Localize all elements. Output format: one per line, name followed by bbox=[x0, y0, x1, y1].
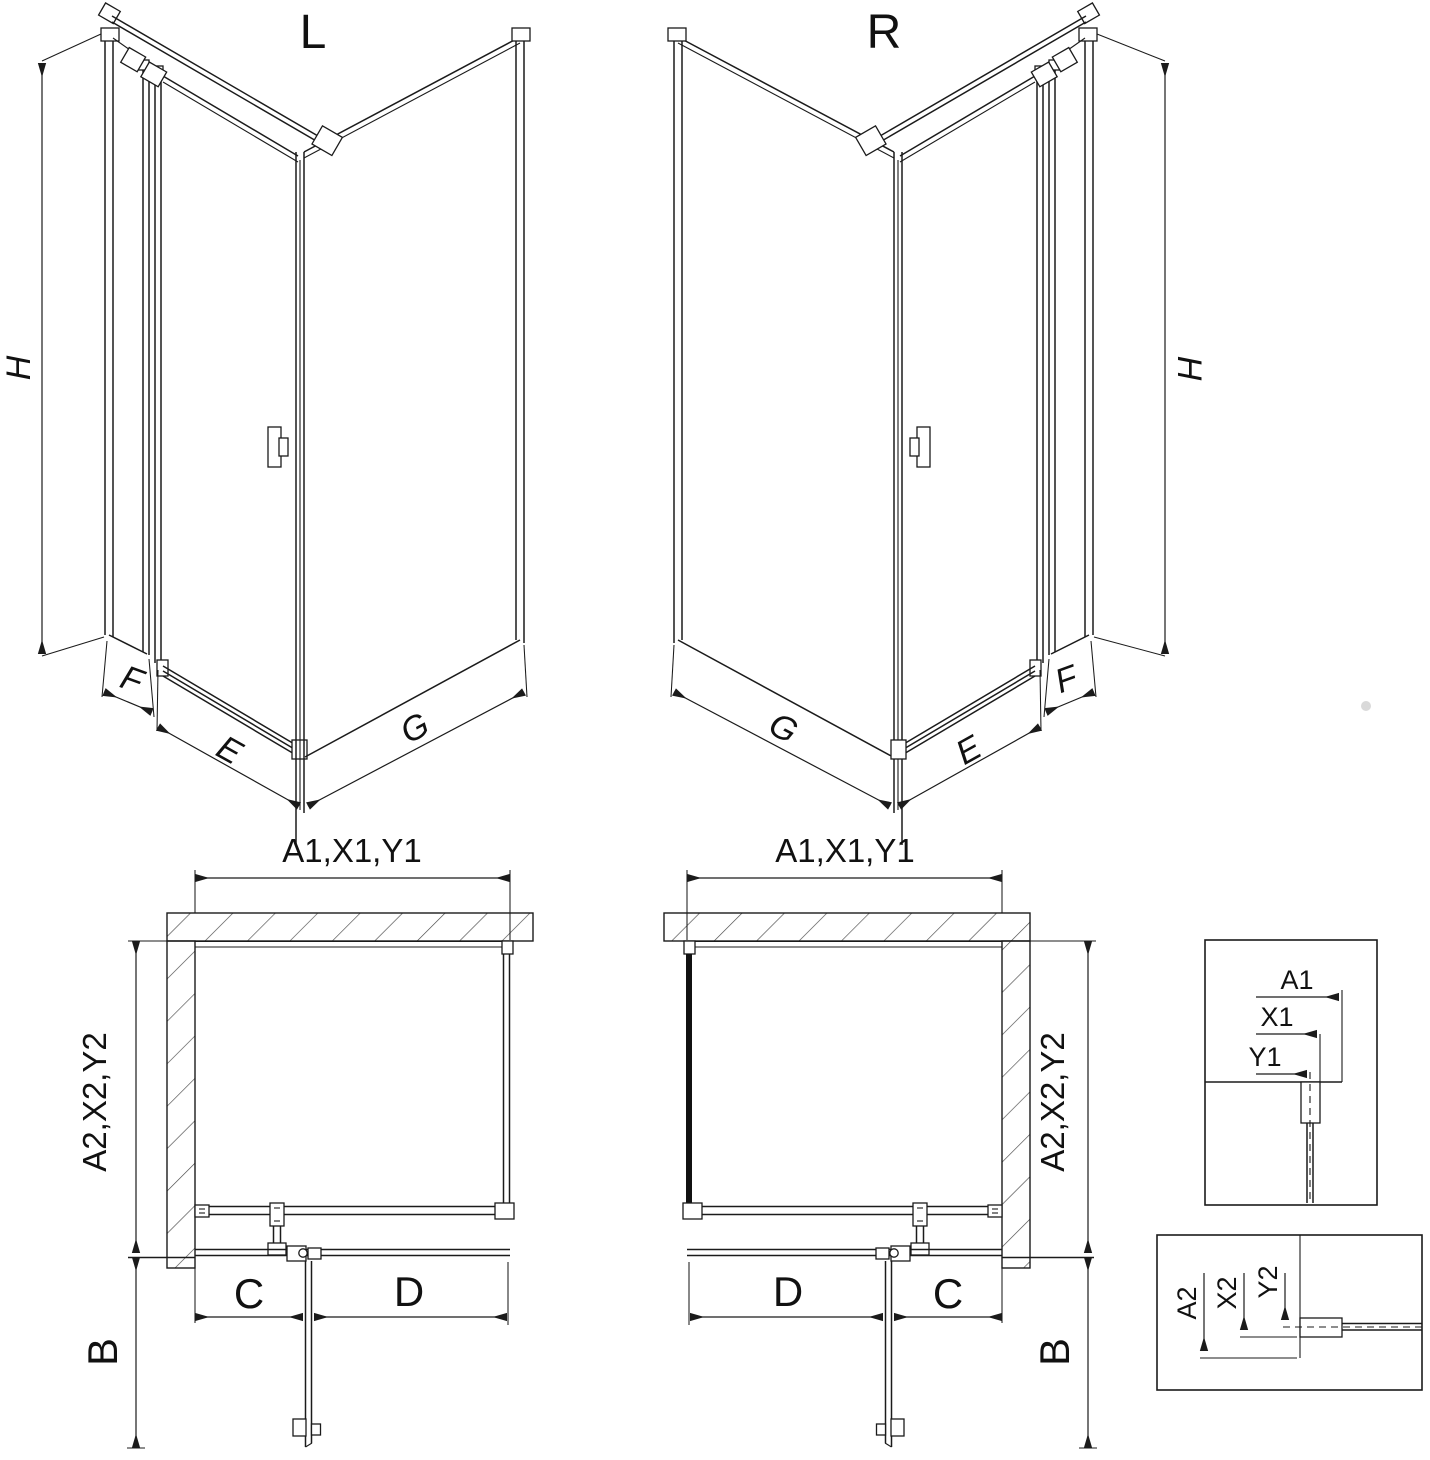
dim-label-fixed-plan-right: C bbox=[932, 1270, 964, 1317]
dim-label-opening-plan-right: D bbox=[772, 1268, 804, 1315]
door-plan-left bbox=[128, 1246, 510, 1447]
dim-door-right bbox=[899, 670, 1041, 806]
dim-height-right bbox=[1094, 34, 1208, 656]
dim-fixed-plan-left bbox=[195, 1262, 508, 1325]
dim-label-swing-plan-right: B bbox=[1031, 1337, 1078, 1367]
dim-label-return-left: G bbox=[394, 705, 436, 752]
detail-label-a2: A2 bbox=[1172, 1286, 1202, 1320]
detail-label-y2: Y2 bbox=[1253, 1265, 1283, 1299]
side-panel-right bbox=[1048, 28, 1097, 655]
dim-door-left bbox=[157, 670, 299, 806]
dim-label-depth-plan-right: A2,X2,Y2 bbox=[1034, 1032, 1071, 1172]
dim-depth-plan-left bbox=[76, 941, 167, 1253]
plan-view-right bbox=[664, 832, 1097, 1448]
dim-label-width-plan-right: A1,X1,Y1 bbox=[775, 832, 915, 869]
support-bar-plan-right bbox=[702, 1203, 1002, 1255]
view-title-left: L bbox=[299, 6, 327, 59]
dim-label-opening-plan-left: D bbox=[393, 1268, 425, 1315]
iso-view-right bbox=[668, 3, 1208, 845]
dim-swing-plan-right bbox=[1031, 1257, 1097, 1448]
dim-label-side-left: F bbox=[115, 658, 149, 702]
dim-label-width-plan-left: A1,X1,Y1 bbox=[282, 832, 422, 869]
dim-return-right bbox=[671, 645, 890, 806]
dim-label-side-right: F bbox=[1049, 658, 1083, 702]
dim-label-height-left: H bbox=[0, 355, 38, 381]
door-panel-left bbox=[151, 66, 307, 759]
dim-label-door-left: E bbox=[210, 728, 249, 773]
glass-panels-plan-left bbox=[195, 941, 514, 1219]
door-panel-right bbox=[891, 66, 1047, 759]
detail-inset-width bbox=[1205, 940, 1377, 1205]
detail-label-y1: Y1 bbox=[1248, 1042, 1282, 1072]
dim-height-left bbox=[0, 34, 104, 656]
iso-view-left bbox=[0, 3, 530, 845]
dim-label-height-right: H bbox=[1170, 355, 1208, 381]
dim-label-return-right: G bbox=[762, 705, 804, 752]
dim-label-door-right: E bbox=[949, 728, 988, 773]
door-handle-left bbox=[268, 427, 288, 467]
dim-label-depth-plan-left: A2,X2,Y2 bbox=[76, 1032, 113, 1172]
dim-return-left bbox=[308, 645, 527, 806]
glass-panels-plan-right bbox=[683, 941, 1002, 1219]
door-handle-plan-right bbox=[891, 1419, 904, 1436]
view-title-right: R bbox=[866, 6, 902, 59]
detail-label-x1: X1 bbox=[1260, 1002, 1294, 1032]
dim-side-right bbox=[1044, 641, 1096, 717]
detail-label-x2: X2 bbox=[1212, 1276, 1242, 1310]
watermark-dot bbox=[1361, 701, 1371, 711]
dim-swing-plan-left bbox=[79, 1257, 145, 1448]
detail-label-a1: A1 bbox=[1280, 965, 1314, 995]
detail-inset-depth bbox=[1157, 1235, 1422, 1390]
door-handle-right bbox=[910, 427, 930, 467]
door-handle-plan-left bbox=[293, 1419, 306, 1436]
dim-side-left bbox=[102, 641, 154, 717]
dim-label-fixed-plan-left: C bbox=[233, 1270, 265, 1317]
dim-depth-plan-right bbox=[1030, 941, 1096, 1253]
plan-view-left bbox=[76, 832, 533, 1448]
dim-fixed-plan-right bbox=[689, 1262, 1002, 1325]
side-panel-left bbox=[101, 28, 150, 655]
dim-label-swing-plan-left: B bbox=[79, 1337, 126, 1367]
support-bar-plan-left bbox=[195, 1203, 495, 1255]
